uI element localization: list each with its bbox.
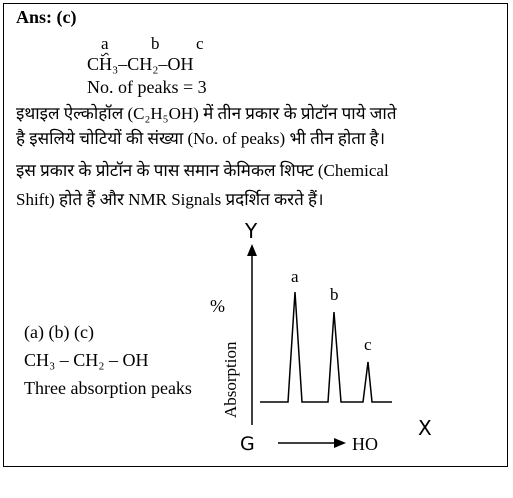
percent-sign: % — [210, 296, 225, 316]
hindi-line-2: है इसलिये चोटियों की संख्या (No. of peaks) भी तीन होता है। — [16, 129, 386, 148]
number-of-peaks: No. of peaks = 3 — [87, 77, 207, 97]
origin-label: G — [240, 433, 255, 455]
y-axis-label: Y — [245, 220, 258, 243]
label-a: a — [101, 34, 109, 53]
peak-c-label: c — [364, 335, 372, 354]
hindi-line-1: इथाइल ऐल्कोहॉल (C₂H₅OH) में तीन प्रकार के प्रोटॉन पाये जाते — [16, 104, 397, 123]
hindi-line-4: Shift) होते हैं और NMR Signals प्रदर्शित करते हैं। — [16, 190, 324, 209]
three-absorption-peaks: Three absorption peaks — [24, 378, 192, 398]
x-axis-unit-label: HO — [352, 434, 378, 454]
peak-a-label: a — [291, 267, 299, 286]
absorption-label: Absorption — [221, 341, 240, 418]
spectrum-trace — [260, 292, 392, 402]
x-axis-label: X — [418, 416, 432, 440]
ethanol-formula: CH₃–CH₂–OH — [87, 54, 194, 74]
ethanol-formula-spaced: CH₃ – CH₂ – OH — [24, 350, 149, 370]
label-c: c — [196, 34, 204, 53]
hindi-line-3: इस प्रकार के प्रोटॉन के पास समान केमिकल शिफ्ट (Chemical — [16, 161, 389, 180]
proton-labels: (a) (b) (c) — [24, 322, 94, 342]
y-axis-arrowhead — [247, 244, 257, 256]
peak-b-label: b — [330, 285, 339, 304]
answer-heading: Ans: (c) — [16, 7, 77, 27]
nmr-spectrum-graph — [200, 220, 450, 460]
label-b: b — [151, 34, 160, 53]
direction-arrowhead — [334, 438, 346, 448]
